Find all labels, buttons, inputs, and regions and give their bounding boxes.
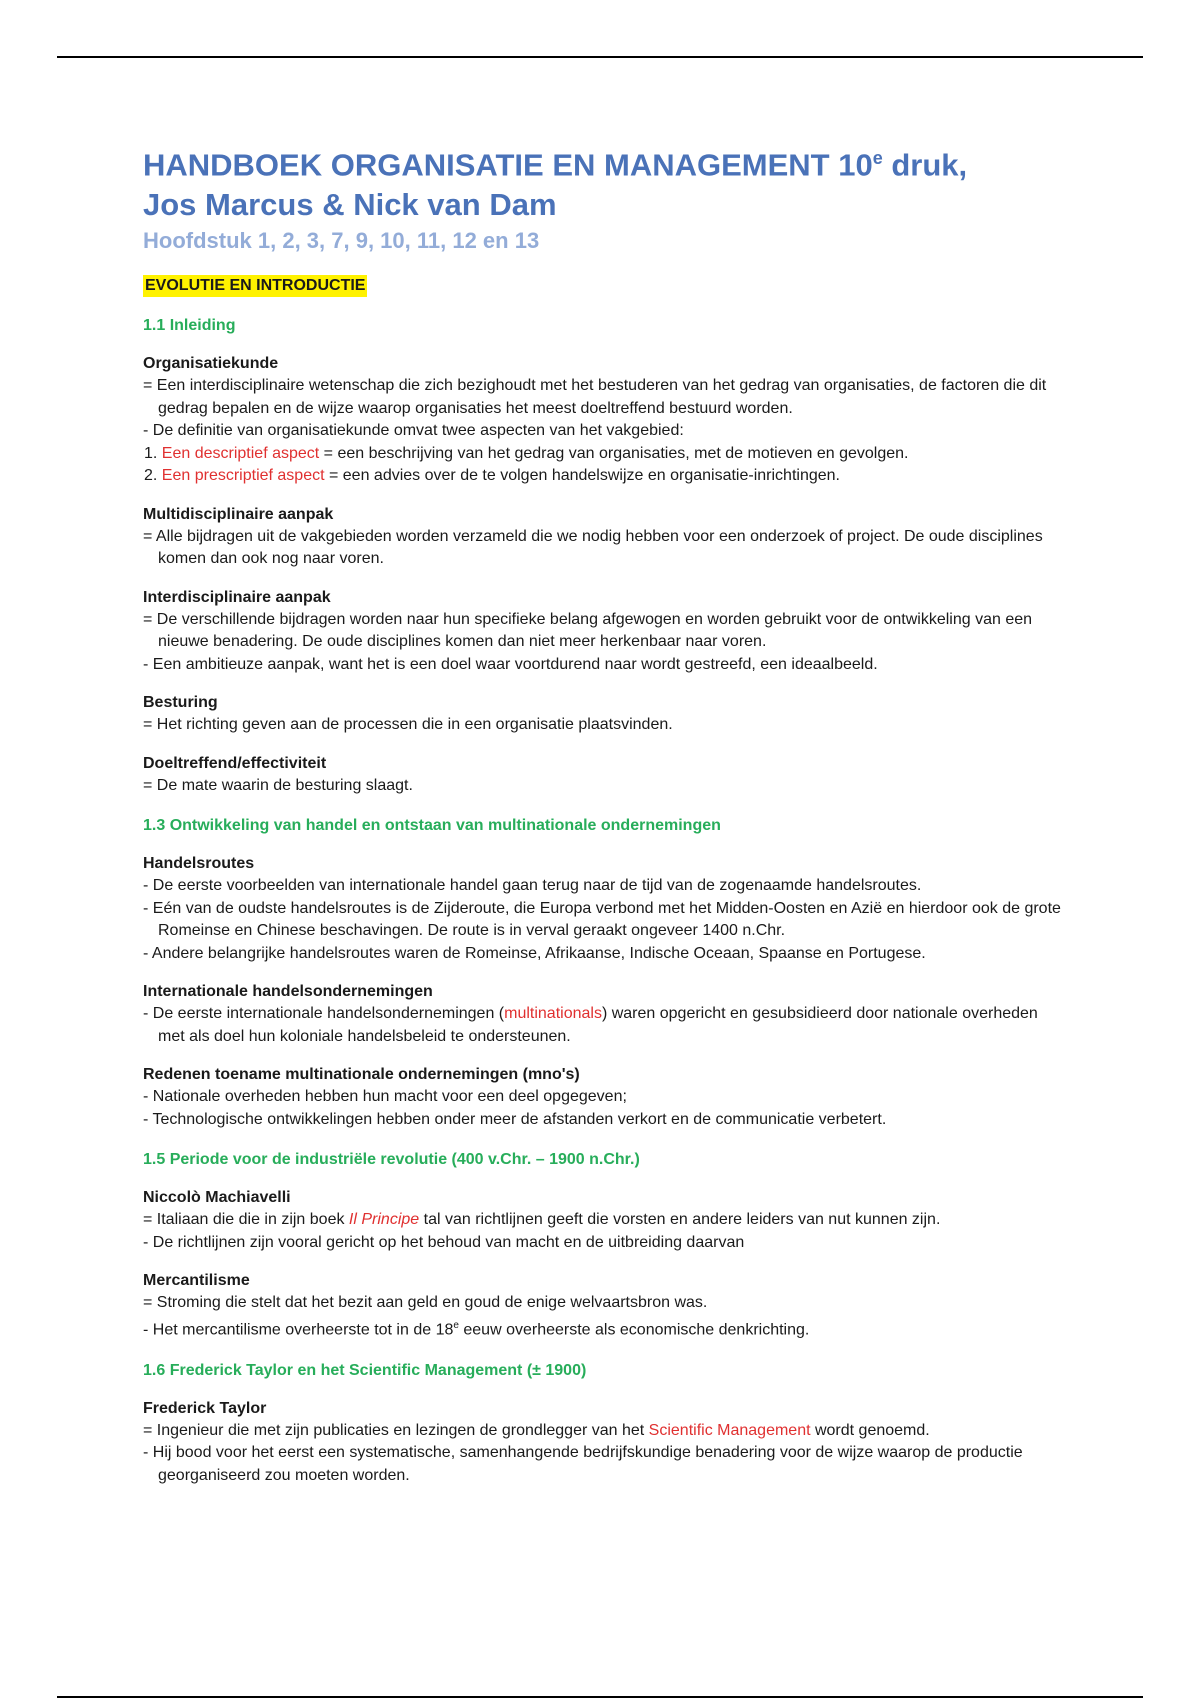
line-text: eeuw overheerste als economische denkrichting. [458, 1321, 810, 1339]
bottom-rule [57, 1696, 1143, 1698]
term-redenen-toename: Redenen toename multinationale ondernemingen (mno's) [143, 1066, 580, 1084]
red-term: multinationals [504, 1005, 602, 1023]
bullet-line [143, 1315, 1063, 1342]
term-doeltreffend: Doeltreffend/effectiviteit [143, 754, 327, 772]
term-besturing: Besturing [143, 694, 218, 712]
bullet-line: - De richtlijnen zijn vooral gericht op het behoud van macht en de uitbreiding daarvan [143, 1233, 745, 1251]
red-term: Een descriptief aspect [161, 444, 320, 462]
term-machiavelli: Niccolò Machiavelli [143, 1189, 291, 1207]
document-body [143, 138, 1063, 1487]
item-text: = een beschrijving van het gedrag van organisaties, met de motieven en gevolgen. [319, 444, 909, 462]
line-text: ) waren opgericht en gesubsidieerd door nationale overheden met als doel hun koloniale handelsbeleid te ondersteunen. [158, 1005, 1038, 1045]
line-text: = Ingenieur die met zijn publicaties en lezingen de grondlegger van het [143, 1421, 649, 1439]
section-heading-1-1: 1.1 Inleiding [143, 317, 236, 335]
red-term: Een prescriptief aspect [161, 467, 325, 485]
section-heading-1-6: 1.6 Frederick Taylor en het Scientific Management (± 1900) [143, 1361, 587, 1379]
document-subtitle: Hoofdstuk 1, 2, 3, 7, 9, 10, 11, 12 en 13 [143, 228, 540, 254]
section-heading-1-3: 1.3 Ontwikkeling van handel en ontstaan van multinationale ondernemingen [143, 817, 721, 835]
term-handelsroutes: Handelsroutes [143, 855, 255, 873]
line-text: = Italiaan die die in zijn boek [143, 1211, 349, 1229]
title-text-end: druk, [882, 147, 968, 183]
item-number: 1. [144, 444, 162, 462]
definition-line [143, 1209, 1063, 1232]
bullet-line: - Hij bood voor het eerst een systematische, samenhangende bedrijfskundige benadering voor de wijze waarop de productie georganiseerd zou moeten worden. [143, 1444, 1023, 1484]
line-text: wordt genoemd. [810, 1421, 930, 1439]
item-text: = een advies over de te volgen handelswijze en organisatie-inrichtingen. [324, 467, 840, 485]
line-text: - Het mercantilisme overheerste tot in de 18 [143, 1321, 454, 1339]
superscript: e [453, 1319, 459, 1331]
definition-line: = De verschillende bijdragen worden naar hun specifieke belang afgewogen en worden gebruikt voor de ontwikkeling van een nieuwe benadering. De oude disciplines komen dan niet meer herkenbaar naar voren. [143, 610, 1033, 651]
term-organisatiekunde: Organisatiekunde [143, 355, 279, 373]
bullet-line: - De eerste voorbeelden van internationale handel gaan terug naar de tijd van de zogenaamde handelsroutes. [143, 877, 922, 895]
bullet-line: - De definitie van organisatiekunde omvat twee aspecten van het vakgebied: [143, 422, 684, 440]
title-superscript: e [872, 148, 883, 168]
term-mercantilisme: Mercantilisme [143, 1272, 250, 1290]
title-authors: Jos Marcus & Nick van Dam [143, 187, 557, 223]
definition-line [143, 1420, 1063, 1443]
line-text: - De eerste internationale handelsondernemingen ( [143, 1005, 505, 1023]
title-text: HANDBOEK ORGANISATIE EN MANAGEMENT 10 [143, 147, 873, 183]
term-internationale-handelsondernemingen: Internationale handelsondernemingen [143, 983, 433, 1001]
bullet-line [143, 1003, 1063, 1048]
bullet-line: - Een ambitieuze aanpak, want het is een doel waar voortdurend naar wordt gestreefd, een ideaalbeeld. [143, 655, 878, 673]
bullet-line: - Nationale overheden hebben hun macht voor een deel opgegeven; [143, 1088, 627, 1106]
numbered-item [143, 465, 1063, 488]
definition-line: = De mate waarin de besturing slaagt. [143, 776, 413, 794]
section-heading-1-5: 1.5 Periode voor de industriële revolutie (400 v.Chr. – 1900 n.Chr.) [143, 1151, 640, 1169]
line-text: tal van richtlijnen geeft die vorsten en andere leiders van nut kunnen zijn. [419, 1211, 941, 1229]
definition-line: = Alle bijdragen uit de vakgebieden worden verzameld die we nodig hebben voor een onderzoek of project. De oude disciplines komen dan ook nog naar voren. [143, 527, 1043, 568]
bullet-line: - Eén van de oudste handelsroutes is de Zijderoute, die Europa verbond met het Midden-Oosten en Azië en hierdoor ook de grote Romeinse en Chinese beschavingen. De route is in verval geraakt ongeveer 1400 n.Chr. [143, 899, 1061, 940]
item-number: 2. [144, 467, 162, 485]
red-term: Il Principe [348, 1211, 420, 1229]
highlighted-section-label: EVOLUTIE EN INTRODUCTIE [143, 275, 367, 297]
term-frederick-taylor: Frederick Taylor [143, 1399, 267, 1417]
bullet-line: - Technologische ontwikkelingen hebben onder meer de afstanden verkort en de communicatie verbetert. [143, 1110, 887, 1128]
definition-line: = Stroming die stelt dat het bezit aan geld en goud de enige welvaartsbron was. [143, 1294, 708, 1312]
document-title [143, 138, 1063, 225]
numbered-item [143, 443, 1063, 466]
red-term: Scientific Management [648, 1421, 811, 1439]
definition-line: = Een interdisciplinaire wetenschap die zich bezighoudt met het bestuderen van het gedrag van organisaties, de factoren die dit gedrag bepalen en de wijze waarop organisaties het meest doeltreffend bestuurd worden. [143, 377, 1047, 417]
bullet-line: - Andere belangrijke handelsroutes waren de Romeinse, Afrikaanse, Indische Oceaan, Spaanse en Portugese. [143, 944, 926, 962]
term-multidisciplinair: Multidisciplinaire aanpak [143, 505, 334, 523]
top-rule [57, 56, 1143, 58]
definition-line: = Het richting geven aan de processen die in een organisatie plaatsvinden. [143, 716, 673, 734]
term-interdisciplinair: Interdisciplinaire aanpak [143, 588, 331, 606]
